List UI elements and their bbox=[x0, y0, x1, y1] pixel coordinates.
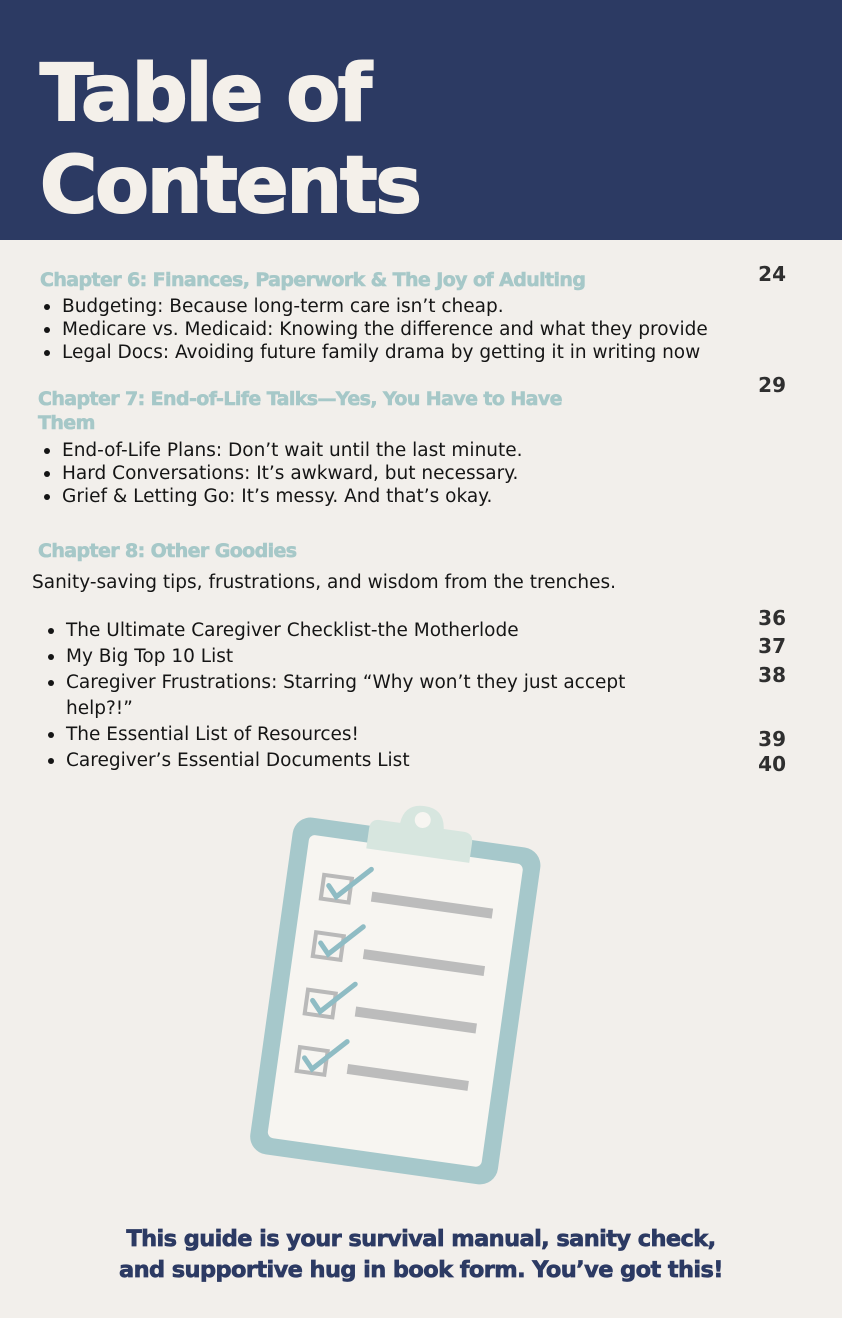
goodies-page-4: 39 bbox=[758, 727, 786, 751]
list-item: Legal Docs: Avoiding future family drama by getting it in writing now bbox=[40, 341, 708, 364]
list-item: The Ultimate Caregiver Checklist-the Motherlode bbox=[40, 618, 680, 644]
chapter-7-title-line-1: Chapter 7: End-of-Life Talks—Yes, You Have to Have bbox=[38, 388, 562, 410]
goodies-page-1: 36 bbox=[758, 606, 786, 630]
footer-tagline bbox=[60, 1224, 782, 1286]
header-banner bbox=[0, 0, 842, 240]
list-item: Medicare vs. Medicaid: Knowing the difference and what they provide bbox=[40, 318, 708, 341]
footer-line-1: This guide is your survival manual, sanity check, bbox=[126, 1226, 716, 1252]
goodies-page-3: 38 bbox=[758, 663, 786, 687]
list-item: End-of-Life Plans: Don’t wait until the last minute. bbox=[40, 439, 523, 462]
chapter-6-page: 24 bbox=[758, 262, 786, 286]
chapter-7-title-line-2: Them bbox=[38, 412, 95, 434]
chapter-7-title bbox=[38, 387, 562, 435]
page-title bbox=[40, 48, 420, 232]
chapter-8-list bbox=[40, 618, 680, 774]
list-item: The Essential List of Resources! bbox=[40, 722, 680, 748]
clipboard-checklist-icon bbox=[226, 796, 566, 1196]
title-line-2: Contents bbox=[40, 141, 420, 231]
title-line-1: Table of bbox=[40, 49, 370, 139]
list-item: Grief & Letting Go: It’s messy. And that’s okay. bbox=[40, 485, 523, 508]
goodies-page-5: 40 bbox=[758, 752, 786, 776]
chapter-6-list bbox=[40, 295, 708, 364]
chapter-8-title: Chapter 8: Other Goodies bbox=[38, 540, 297, 562]
chapter-8-intro: Sanity-saving tips, frustrations, and wisdom from the trenches. bbox=[32, 572, 617, 593]
list-item: Caregiver’s Essential Documents List bbox=[40, 748, 680, 774]
list-item: Budgeting: Because long-term care isn’t cheap. bbox=[40, 295, 708, 318]
chapter-7-page: 29 bbox=[758, 373, 786, 397]
list-item: Hard Conversations: It’s awkward, but necessary. bbox=[40, 462, 523, 485]
chapter-7-list bbox=[40, 439, 523, 508]
footer-line-2: and supportive hug in book form. You’ve got this! bbox=[119, 1257, 723, 1283]
page-edge bbox=[842, 0, 846, 1318]
chapter-6-title: Chapter 6: Finances, Paperwork & The Joy of Adulting bbox=[40, 269, 586, 291]
list-item: My Big Top 10 List bbox=[40, 644, 680, 670]
goodies-page-2: 37 bbox=[758, 634, 786, 658]
list-item: Caregiver Frustrations: Starring “Why won’t they just accept help?!” bbox=[40, 670, 680, 722]
